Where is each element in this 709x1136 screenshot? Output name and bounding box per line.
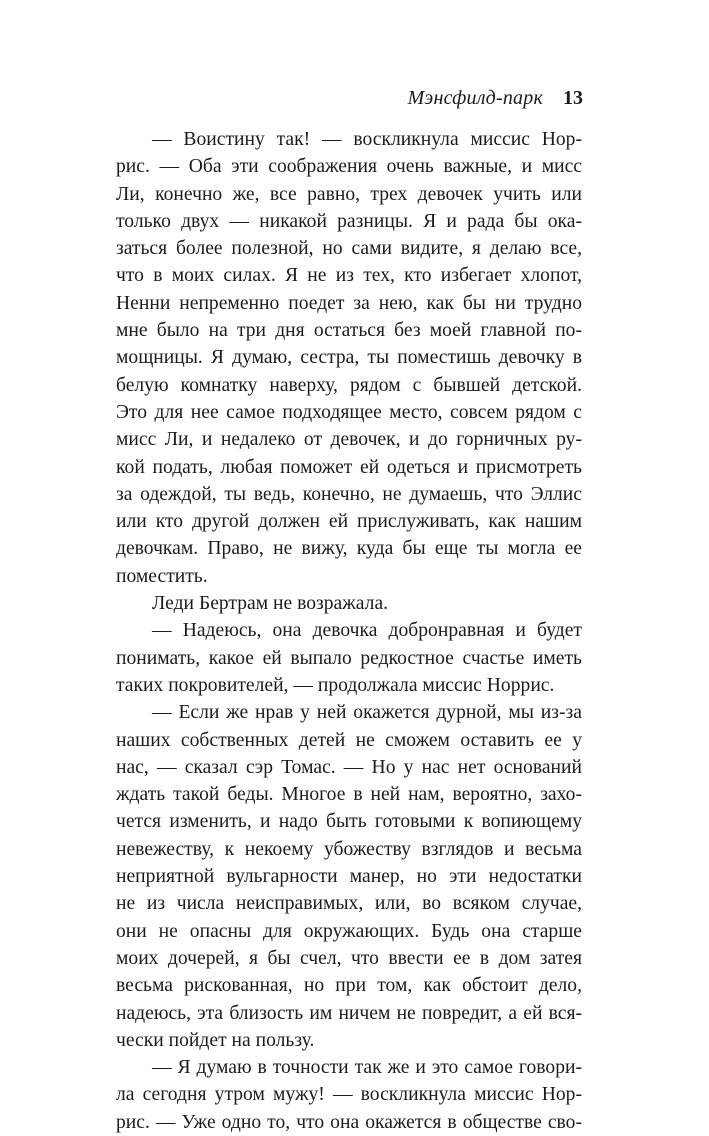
text-line: мощницы. Я думаю, сестра, ты поместишь девочку в [116, 347, 582, 369]
text-line: заться более полезной, но сами видите, я делаю все, [116, 238, 582, 260]
text-line: — Если же нрав у ней окажется дурной, мы из-за [152, 702, 582, 724]
text-line: таких покровителей, — продолжала миссис Норрис. [116, 674, 555, 696]
body-text [116, 126, 582, 1136]
text-line: моих дочерей, я бы счел, что ввести ее в дом затея [116, 947, 582, 969]
text-line: не из числа неисправимых, или, во всяком случае, [116, 893, 582, 915]
text-line: невежеству, к некоему убожеству взглядов и весьма [116, 838, 582, 860]
text-line: весьма рискованная, но при том, как обстоит дело, [116, 975, 582, 997]
text-line: понимать, какое ей выпало редкостное счастье иметь [116, 647, 582, 669]
text-line: мне было на три дня остаться без моей главной по- [116, 320, 582, 342]
text-line: Это для нее самое подходящее место, совсем рядом с [116, 401, 582, 423]
text-line: Леди Бертрам не возражала. [152, 593, 389, 615]
text-line: ла сегодня утром мужу! — воскликнула миссис Нор- [116, 1084, 582, 1106]
text-line: Ли, конечно же, все равно, трех девочек учить или [116, 183, 582, 205]
text-line: рис. — Уже одно то, что она окажется в обществе сво- [116, 1111, 582, 1133]
text-line: — Надеюсь, она девочка добронравная и будет [152, 620, 582, 642]
text-line: кой подать, любая поможет ей одеться и присмотреть [116, 456, 582, 478]
text-line: наших собственных детей не сможем оставить ее у [116, 729, 582, 751]
text-line: чется изменить, и надо быть готовыми к вопиющему [116, 811, 582, 833]
text-line: рис. — Оба эти соображения очень важные, и мисс [116, 156, 582, 178]
text-line: нас, — сказал сэр Томас. — Но у нас нет оснований [116, 756, 582, 778]
text-line: ждать такой беды. Многое в ней нам, вероятно, захо- [116, 784, 582, 806]
text-line: неприятной вульгарности манер, но эти недостатки [116, 866, 582, 888]
text-line: чески пойдет на пользу. [116, 1029, 315, 1051]
page-number: 13 [563, 87, 583, 109]
text-line: девочкам. Право, не вижу, куда бы еще ты могла ее [116, 538, 582, 560]
text-line: за одеждой, ты ведь, конечно, не думаешь, что Эллис [116, 483, 582, 505]
running-head [0, 86, 583, 110]
text-line: поместить. [116, 565, 208, 587]
running-title: Мэнсфилд-парк [407, 87, 543, 109]
text-line: Ненни непременно поедет за нею, как бы ни трудно [116, 292, 582, 314]
text-line: они не опасны для окружающих. Будь она старше [116, 920, 582, 942]
text-line: или кто другой должен ей прислуживать, как нашим [116, 511, 582, 533]
text-line: — Я думаю в точности так же и это самое говори- [152, 1057, 582, 1079]
text-line: — Воистину так! — воскликнула миссис Нор- [152, 129, 582, 150]
text-line: мисс Ли, и недалеко от девочек, и до горничных ру- [116, 429, 582, 451]
text-line: только двух — никакой разницы. Я и рада бы ока- [116, 210, 582, 232]
text-line: что в моих силах. Я не из тех, кто избегает хлопот, [116, 265, 582, 287]
text-line: белую комнатку наверху, рядом с бывшей детской. [116, 374, 582, 396]
text-line: надеюсь, эта близость им ничем не повредит, а ей вся- [116, 1002, 582, 1024]
